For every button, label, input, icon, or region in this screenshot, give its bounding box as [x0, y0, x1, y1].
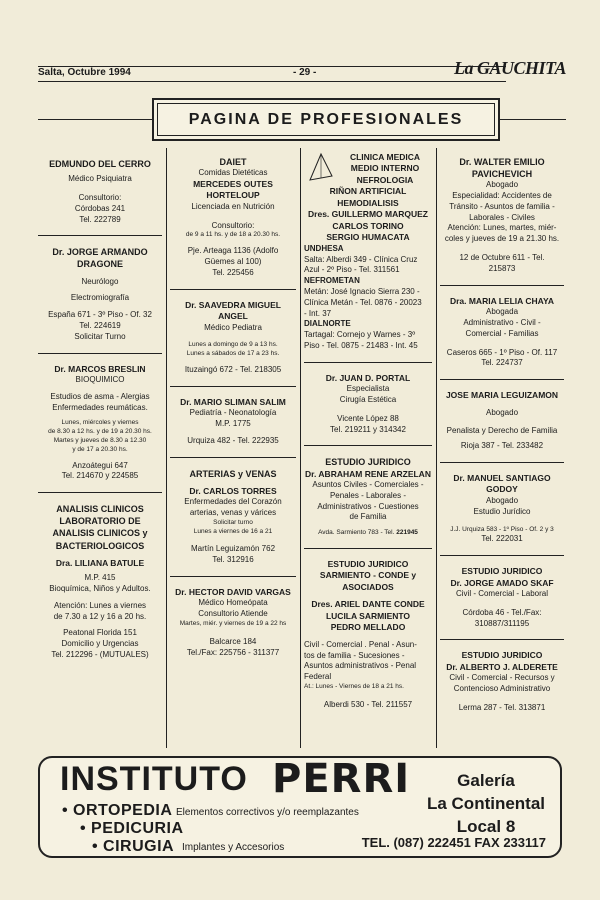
- listing-phone: Tel. 224619: [79, 321, 121, 330]
- listing-heading: ANALISIS CLINICOS y: [52, 528, 148, 539]
- listing-name: Dra. MARIA LELIA CHAYA: [449, 295, 555, 306]
- ad-location: [426, 770, 546, 839]
- listing-name: HORTELOUP: [206, 190, 260, 201]
- listing-name: Dr. MANUEL SANTIAGO: [453, 472, 551, 483]
- page-header: [38, 58, 566, 84]
- listing-heading: NEFROMETAN: [304, 276, 360, 286]
- header-page-number: - 29 -: [293, 67, 317, 78]
- listing-text: Consultorio Atiende: [198, 609, 268, 619]
- listing-name: Dr. WALTER EMILIO: [459, 157, 545, 167]
- listing-text: Federal: [304, 672, 332, 682]
- listing-address: Martín Leguizamón 762: [190, 544, 276, 554]
- listing-phone: Tel. 225456: [212, 267, 254, 277]
- listing-hours: Lunes, miércoles y viernes: [61, 419, 139, 427]
- listing-name: Dr. JORGE ARMANDO: [52, 247, 148, 258]
- ad-phone: TEL. (087) 222451 FAX 233117: [361, 835, 546, 850]
- listing-address: Pje. Arteaga 1136 (Adolfo: [187, 246, 279, 256]
- listing-name: Dr. HECTOR DAVID VARGAS: [175, 586, 291, 597]
- listing-text: Comercial - Familias: [465, 328, 539, 338]
- listing-name: EDMUNDO DEL CERRO: [49, 159, 151, 169]
- listing-text: Cirugía Estética: [339, 394, 397, 404]
- listing-name: Dr. JUAN D. PORTAL: [325, 372, 411, 383]
- listing-phone: 310887/311195: [474, 618, 530, 628]
- listing-address: Urquiza 482 - Tel. 222935: [187, 435, 279, 445]
- listing-text: Penalista y Derecho de Familia: [446, 426, 558, 436]
- ad-title-instituto: INSTITUTO: [60, 760, 248, 798]
- listing-edmundo-del-cerro: [38, 148, 162, 229]
- listing-phone: 215873: [488, 263, 516, 273]
- listing-hours: Lunes a sábados de 17 a 23 hs.: [186, 350, 280, 358]
- ad-location-line: Galería: [457, 771, 515, 790]
- listing-address: Piso - Tel. 0875 - 21483 - Int. 45: [304, 340, 418, 350]
- listing-heading: ASOCIADOS: [342, 581, 394, 592]
- listing-name: Dr. ABRAHAM RENE ARZELAN: [305, 468, 431, 479]
- listing-text: Domicilio y Urgencias: [61, 639, 139, 649]
- listing-hours: coles y jueves de 19 a 21.30 hs.: [444, 234, 560, 244]
- ad-item-desc: Implantes y Accesorios: [182, 842, 285, 853]
- listing-name: Dr. JORGE AMADO SKAF: [450, 577, 554, 588]
- column-3: [304, 148, 432, 715]
- listing-address: Salta: Alberdi 349 - Clínica Cruz: [304, 254, 418, 264]
- listing-phone: Tel./Fax: 225756 - 311377: [186, 647, 280, 657]
- listing-address: Ituzaingó 672 - Tel. 218305: [184, 364, 282, 374]
- listing-text: Civil - Comercial - Laboral: [455, 589, 549, 598]
- listing-name: Dr. MARIO SLIMAN SALIM: [180, 396, 286, 407]
- listing-name: Dres. GUILLERMO MARQUEZ: [308, 209, 428, 220]
- listing-godoy: [440, 469, 564, 549]
- listing-heading: CLINICA MEDICA: [349, 152, 421, 162]
- listing-role: Abogada: [485, 307, 519, 317]
- listing-arzelan: [304, 452, 432, 542]
- listing-heading: ARTERIAS y VENAS: [189, 468, 277, 479]
- listing-text: Laborales - Civiles: [469, 212, 535, 222]
- listing-address: Metán: José Ignacio Sierra 230 -: [304, 286, 420, 296]
- listing-address: Güemes al 100): [204, 257, 262, 267]
- listing-maria-chaya: [440, 292, 564, 373]
- listing-name: LUCILA SARMIENTO: [325, 610, 411, 621]
- listing-alderete: [440, 646, 564, 717]
- listing-phone: 221945: [396, 529, 418, 537]
- listing-name: DRAGONE: [76, 259, 123, 270]
- column-1: [38, 148, 162, 665]
- listing-hours: y de 17 a 20.30 hs.: [72, 445, 128, 453]
- listing-heading: RIÑON ARTIFICIAL: [329, 186, 407, 197]
- listing-phone: Tel. 212296 - (MUTUALES): [51, 649, 149, 659]
- listing-name: JOSE MARIA LEGUIZAMON: [445, 390, 559, 401]
- section-title: PAGINA DE PROFESIONALES: [188, 110, 464, 128]
- ad-location-line: Local 8: [456, 816, 516, 836]
- listing-text: Tránsito - Asuntos de familia -: [449, 201, 555, 211]
- listing-text: de Familia: [349, 512, 387, 522]
- listing-clinica-medica: [304, 148, 432, 356]
- listing-role: Licenciada en Nutrición: [191, 201, 275, 211]
- listing-address: Córdobas 241: [74, 203, 126, 213]
- listing-role: BIOQUIMICO: [75, 375, 125, 385]
- listing-text: Consultorio:: [211, 220, 255, 230]
- listing-text: tos de familia - Sucesiones -: [304, 650, 405, 660]
- listing-text: Asuntos administrativos - Penal: [304, 661, 417, 671]
- listing-daiet: [170, 148, 296, 283]
- listing-heading: UNDHESA: [304, 243, 344, 253]
- listing-text: Especialidad: Accidentes de: [452, 191, 552, 201]
- column-2: [170, 148, 296, 662]
- pyramid-icon: [308, 152, 334, 182]
- listing-address: Avda. Sarmiento 783 - Tel.: [318, 529, 395, 537]
- listing-text: M.P. 1775: [215, 418, 251, 428]
- listing-address: Caseros 665 - 1º Piso - Of. 117: [446, 347, 558, 357]
- ad-title-perri: PERRI: [272, 756, 411, 802]
- listing-role: Abogado: [485, 407, 519, 417]
- listing-text: Electromiografía: [70, 293, 130, 303]
- listing-marcos-breslin: [38, 360, 162, 487]
- advertisement-instituto-perri: [38, 756, 562, 858]
- listing-heading: ESTUDIO JURIDICO: [461, 566, 543, 577]
- listing-address: Peatonal Florida 151: [63, 628, 137, 638]
- listing-hours: Lunes a viernes de 16 a 21: [193, 527, 273, 535]
- listing-name: MERCEDES OUTES: [193, 178, 273, 189]
- listing-role: Abogado: [485, 495, 519, 505]
- listing-phone: Tel. 224737: [481, 358, 523, 368]
- listing-heading: ANALISIS CLINICOS: [56, 504, 144, 515]
- listing-role: Pediatría - Neonatología: [189, 408, 277, 418]
- listing-text: Solicitar turno: [213, 518, 253, 526]
- listing-heading: HEMODIALISIS: [337, 197, 399, 208]
- listing-address: Rioja 387 - Tel. 233482: [460, 441, 544, 451]
- listing-role: Médico Psiquiatra: [68, 174, 132, 184]
- listing-heading: DIALNORTE: [304, 319, 351, 329]
- listing-address: Córdoba 46 - Tel./Fax:: [462, 607, 542, 617]
- listing-address: Azul - 2º Piso - Tel. 311561: [304, 265, 400, 275]
- listing-hours: Martes y jueves de 8.30 a 12.30: [53, 436, 147, 444]
- listing-name: Dr. CARLOS TORRES: [189, 485, 277, 496]
- listing-name: PEDRO MELLADO: [330, 622, 406, 633]
- listing-hours: de 9 a 11 hs. y de 18 a 20.30 hs.: [185, 231, 281, 239]
- listing-pavichevich: [440, 148, 564, 279]
- listing-text: Estudio Jurídico: [473, 506, 531, 516]
- listing-text: Penales - Laborales -: [329, 490, 407, 500]
- listing-role: Especialista: [346, 384, 390, 394]
- listing-sliman-salim: [170, 393, 296, 451]
- listing-text: arterias, venas y várices: [189, 507, 277, 517]
- listing-saavedra: [170, 296, 296, 380]
- listing-text: Administrativos - Cuestiones: [317, 501, 419, 511]
- listing-name: Dr. SAAVEDRA MIGUEL: [185, 299, 281, 310]
- listing-jorge-dragone: [38, 242, 162, 346]
- listing-text: Enfermedades del Corazón: [184, 497, 282, 507]
- listing-name: Dres. ARIEL DANTE CONDE: [311, 599, 425, 610]
- listing-phone: Tel. 214670 y 224585: [61, 471, 139, 481]
- listing-hours: de 8.30 a 12 hs. y de 19 a 20.30 hs.: [48, 428, 152, 436]
- listing-hours: Martes, miér. y viernes de 19 a 22 hs: [179, 619, 287, 627]
- listing-text: Contencioso Administrativo: [453, 684, 551, 694]
- listing-name: Dr. MARCOS BRESLIN: [54, 363, 146, 374]
- listing-role: Médico Homeópata: [198, 598, 268, 608]
- listing-name: CARLOS TORINO: [332, 220, 404, 231]
- listing-text: M.P. 415: [84, 573, 116, 583]
- ad-item-ortopedia: • ORTOPEDIA: [62, 802, 173, 819]
- listing-text: Bioquímica, Niños y Adultos.: [49, 583, 151, 593]
- listing-name: DAIET: [219, 157, 247, 167]
- publication-logo: La GAUCHITA: [453, 58, 566, 78]
- listing-phone: Tel. 219211 y 314342: [330, 424, 406, 434]
- section-banner: [152, 98, 500, 141]
- listing-heading: ESTUDIO JURIDICO: [325, 457, 411, 468]
- listing-address: Alberdi 530 - Tel. 211557: [323, 699, 413, 709]
- listing-skaf: [440, 562, 564, 633]
- listing-leguizamon: [440, 386, 564, 456]
- listing-address: Balcarce 184: [209, 636, 257, 646]
- listing-name: GODOY: [486, 484, 518, 495]
- listing-text: Civil - Comercial - Recursos y: [449, 673, 555, 683]
- listing-text: Asuntos Civiles - Comerciales -: [312, 479, 424, 489]
- ad-item-desc: Elementos correctivos y/o reemplazantes: [176, 807, 359, 818]
- ad-item-cirugia: • CIRUGIA: [92, 838, 175, 855]
- listing-address: J.J. Urquiza 583 - 1º Piso - Of. 2 y 3: [450, 525, 554, 533]
- listing-juan-portal: [304, 369, 432, 440]
- header-date: Salta, Octubre 1994: [38, 67, 131, 78]
- listing-carlos-torres: [170, 464, 296, 570]
- listing-text: Civil - Comercial . Penal - Asun-: [304, 639, 417, 649]
- listing-phone: Tel. 312916: [212, 555, 254, 565]
- listing-phone: Tel. 222031: [481, 534, 523, 544]
- listing-name: Dr. ALBERTO J. ALDERETE: [446, 661, 558, 672]
- listing-name: PAVICHEVICH: [471, 169, 533, 180]
- listing-heading: ESTUDIO JURIDICO: [327, 558, 409, 569]
- listing-address: España 671 - 3º Piso - Of. 32: [48, 310, 152, 320]
- listing-hours: de 7.30 a 12 y 16 a 20 hs.: [53, 611, 147, 621]
- listing-text: Comidas Dietéticas: [198, 168, 268, 178]
- listing-name: Dra. LILIANA BATULE: [55, 557, 145, 568]
- listing-role: Neurólogo: [81, 276, 119, 286]
- listing-hours: Atención: Lunes, martes, miér-: [447, 223, 557, 233]
- listing-name: ANGEL: [218, 311, 248, 322]
- ad-location-line: La Continental: [426, 793, 546, 813]
- listing-liliana-batule: [38, 499, 162, 665]
- listing-address: Clínica Metán - Tel. 0876 - 20023: [304, 297, 422, 307]
- ad-item-pedicuria: • PEDICURIA: [80, 820, 184, 837]
- listing-text: Administrativo - Civil -: [463, 317, 541, 327]
- listing-address: Vicente López 88: [337, 413, 399, 423]
- listing-text: Consultorio:: [78, 192, 122, 202]
- listing-address: Anzoátegui 647: [72, 460, 128, 470]
- listing-heading: ESTUDIO JURIDICO: [461, 650, 543, 661]
- listing-name: SERGIO HUMACATA: [326, 232, 410, 243]
- listing-address: 12 de Octubre 611 - Tel.: [459, 253, 545, 263]
- listing-sarmiento-conde: [304, 555, 432, 715]
- listing-hours: Atención: Lunes a viernes: [53, 600, 147, 610]
- listing-role: Médico Pediatra: [204, 322, 262, 332]
- listing-heading: BACTERIOLOGICOS: [55, 540, 145, 551]
- listing-address: - Int. 37: [304, 308, 332, 318]
- listing-text: Enfermedades reumáticas.: [52, 402, 148, 412]
- listing-heading: SARMIENTO - CONDE y: [319, 570, 417, 581]
- listing-phone: Tel. 222789: [79, 214, 121, 224]
- listing-heading: LABORATORIO DE: [59, 516, 141, 527]
- listing-address: Lerma 287 - Tel. 313871: [458, 702, 546, 712]
- listing-text: Estudios de asma - Alergias: [50, 391, 150, 401]
- listing-hours: Lunes a domingo de 9 a 13 hs.: [188, 341, 278, 349]
- listing-text: Solicitar Turno: [74, 331, 126, 341]
- column-4: [440, 148, 564, 718]
- listing-role: Abogado: [485, 180, 519, 190]
- listing-heading: NEFROLOGIA: [356, 174, 414, 185]
- listing-address: Tartagal: Cornejo y Warnes - 3º: [304, 330, 416, 340]
- listing-hours: At.: Lunes - Viernes de 18 a 21 hs.: [304, 682, 404, 690]
- listing-heading: MEDIO INTERNO: [350, 163, 420, 174]
- listing-hector-vargas: [170, 583, 296, 662]
